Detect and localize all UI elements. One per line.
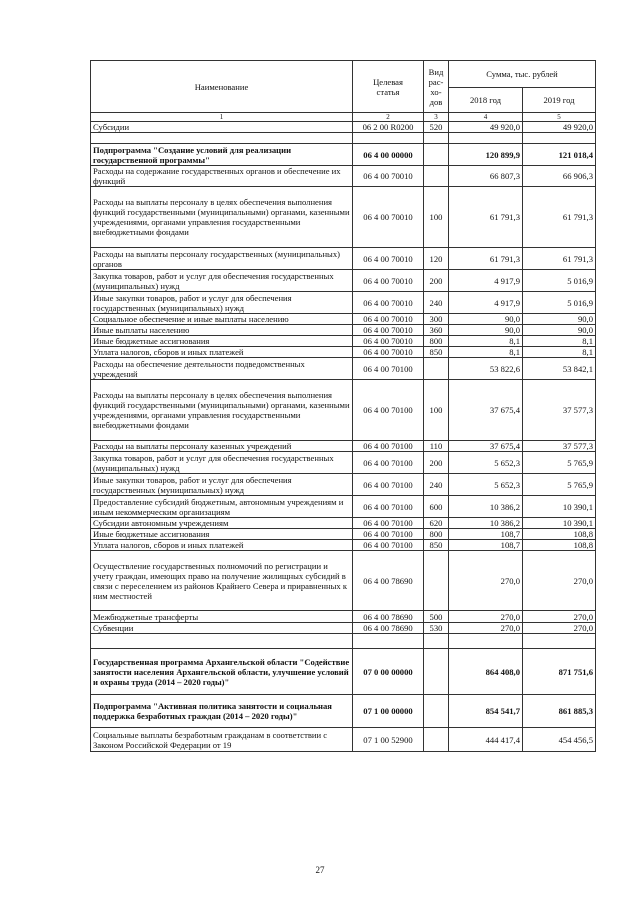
row-expense-type: 120	[424, 248, 449, 270]
row-expense-type	[424, 133, 449, 144]
table-row	[91, 122, 596, 133]
row-name: Иные бюджетные ассигнования	[91, 336, 353, 347]
table-row	[91, 518, 596, 529]
row-name: Закупка товаров, работ и услуг для обеспечения государственных (муниципальных) нужд	[91, 452, 353, 474]
budget-table	[90, 60, 596, 752]
row-target-code: 06 4 00 78690	[353, 623, 424, 634]
table-row	[91, 649, 596, 695]
row-expense-type: 110	[424, 441, 449, 452]
row-value-2019: 5 765,9	[523, 474, 596, 496]
row-name: Субсидии	[91, 122, 353, 133]
row-expense-type	[424, 144, 449, 166]
row-value-2019: 270,0	[523, 551, 596, 611]
table-row	[91, 529, 596, 540]
table-body	[91, 122, 596, 752]
row-expense-type	[424, 649, 449, 695]
row-value-2019: 53 842,1	[523, 358, 596, 380]
table-row	[91, 540, 596, 551]
row-value-2019: 270,0	[523, 623, 596, 634]
row-name: Иные выплаты населению	[91, 325, 353, 336]
row-expense-type: 530	[424, 623, 449, 634]
row-value-2018: 5 652,3	[449, 474, 523, 496]
table-row	[91, 248, 596, 270]
row-value-2018: 66 807,3	[449, 166, 523, 187]
row-value-2018: 4 917,9	[449, 292, 523, 314]
table-row	[91, 452, 596, 474]
row-value-2018: 49 920,0	[449, 122, 523, 133]
table-row	[91, 441, 596, 452]
row-value-2019: 8,1	[523, 336, 596, 347]
row-target-code	[353, 634, 424, 649]
row-name: Закупка товаров, работ и услуг для обеспечения государственных (муниципальных) нужд	[91, 270, 353, 292]
table-row	[91, 695, 596, 728]
table-row	[91, 336, 596, 347]
row-name: Государственная программа Архангельской области "Содействие занятости населения Архангельской области, улучшение условий и охраны труда (2014 – 2020 годы)"	[91, 649, 353, 695]
row-expense-type: 600	[424, 496, 449, 518]
row-value-2019: 49 920,0	[523, 122, 596, 133]
row-name: Иные закупки товаров, работ и услуг для обеспечения государственных (муниципальных) нужд	[91, 292, 353, 314]
row-expense-type	[424, 166, 449, 187]
header-expense-type: Вид рас- хо- дов	[424, 61, 449, 113]
row-target-code: 06 4 00 70100	[353, 474, 424, 496]
row-target-code: 06 4 00 70100	[353, 441, 424, 452]
row-target-code: 06 4 00 00000	[353, 144, 424, 166]
table-row	[91, 325, 596, 336]
row-value-2019: 5 765,9	[523, 452, 596, 474]
row-expense-type: 100	[424, 380, 449, 441]
row-expense-type: 520	[424, 122, 449, 133]
header-target-article: Целевая статья	[353, 61, 424, 113]
row-target-code: 06 4 00 70010	[353, 248, 424, 270]
row-target-code: 07 1 00 00000	[353, 695, 424, 728]
row-target-code: 06 4 00 70100	[353, 518, 424, 529]
table-row	[91, 551, 596, 611]
row-value-2018: 8,1	[449, 336, 523, 347]
row-name: Расходы на выплаты персоналу в целях обеспечения выполнения функций государственными (муниципальными) органами, казенными учреждениями, органами управления государственными внебюджетными фондами	[91, 380, 353, 441]
table-row	[91, 728, 596, 752]
row-value-2018: 61 791,3	[449, 187, 523, 248]
row-value-2018: 53 822,6	[449, 358, 523, 380]
row-target-code: 06 4 00 78690	[353, 611, 424, 623]
row-expense-type: 360	[424, 325, 449, 336]
row-target-code: 06 4 00 70010	[353, 166, 424, 187]
row-name: Социальное обеспечение и иные выплаты населению	[91, 314, 353, 325]
row-value-2018: 8,1	[449, 347, 523, 358]
row-value-2018	[449, 133, 523, 144]
row-value-2019: 871 751,6	[523, 649, 596, 695]
row-expense-type: 850	[424, 540, 449, 551]
row-expense-type	[424, 551, 449, 611]
row-target-code: 06 4 00 78690	[353, 551, 424, 611]
spacer-row	[91, 634, 596, 649]
row-name: Расходы на выплаты персоналу казенных учреждений	[91, 441, 353, 452]
row-name: Иные закупки товаров, работ и услуг для обеспечения государственных (муниципальных) нужд	[91, 474, 353, 496]
table-row	[91, 358, 596, 380]
row-expense-type: 800	[424, 529, 449, 540]
row-value-2019: 10 390,1	[523, 518, 596, 529]
spacer-row	[91, 133, 596, 144]
row-value-2019: 5 016,9	[523, 292, 596, 314]
row-value-2018: 90,0	[449, 325, 523, 336]
row-value-2019: 8,1	[523, 347, 596, 358]
row-target-code: 06 4 00 70010	[353, 292, 424, 314]
row-target-code: 06 4 00 70100	[353, 496, 424, 518]
row-value-2019	[523, 133, 596, 144]
row-target-code: 06 4 00 70010	[353, 336, 424, 347]
row-value-2019: 61 791,3	[523, 187, 596, 248]
row-expense-type: 850	[424, 347, 449, 358]
row-value-2019: 61 791,3	[523, 248, 596, 270]
row-target-code: 06 4 00 70100	[353, 380, 424, 441]
row-value-2019: 37 577,3	[523, 380, 596, 441]
row-expense-type: 240	[424, 292, 449, 314]
row-expense-type: 240	[424, 474, 449, 496]
row-value-2019: 454 456,5	[523, 728, 596, 752]
row-name: Расходы на содержание государственных органов и обеспечение их функций	[91, 166, 353, 187]
header-sum: Сумма, тыс. рублей	[449, 61, 596, 88]
row-value-2019: 121 018,4	[523, 144, 596, 166]
row-name: Иные бюджетные ассигнования	[91, 529, 353, 540]
table-row	[91, 270, 596, 292]
column-number: 2	[353, 113, 424, 122]
row-expense-type	[424, 695, 449, 728]
row-value-2018: 37 675,4	[449, 380, 523, 441]
row-value-2019: 108,8	[523, 529, 596, 540]
row-value-2019: 90,0	[523, 325, 596, 336]
row-value-2018: 108,7	[449, 529, 523, 540]
row-target-code: 06 4 00 70010	[353, 187, 424, 248]
row-name: Субсидии автономным учреждениям	[91, 518, 353, 529]
row-target-code: 06 4 00 70010	[353, 270, 424, 292]
row-value-2018: 37 675,4	[449, 441, 523, 452]
row-value-2018: 854 541,7	[449, 695, 523, 728]
column-number: 3	[424, 113, 449, 122]
row-target-code: 06 4 00 70010	[353, 325, 424, 336]
header-name: Наименование	[91, 61, 353, 113]
row-name	[91, 634, 353, 649]
row-value-2019: 108,8	[523, 540, 596, 551]
row-value-2018: 270,0	[449, 611, 523, 623]
table-row	[91, 474, 596, 496]
row-value-2018	[449, 634, 523, 649]
row-target-code: 06 4 00 70100	[353, 452, 424, 474]
row-value-2019: 90,0	[523, 314, 596, 325]
row-value-2019: 66 906,3	[523, 166, 596, 187]
row-expense-type: 200	[424, 270, 449, 292]
row-value-2019	[523, 634, 596, 649]
row-value-2018: 108,7	[449, 540, 523, 551]
table-row	[91, 611, 596, 623]
row-value-2019: 861 885,3	[523, 695, 596, 728]
table-row	[91, 187, 596, 248]
table-row	[91, 144, 596, 166]
row-value-2019: 37 577,3	[523, 441, 596, 452]
row-value-2018: 444 417,4	[449, 728, 523, 752]
row-value-2018: 5 652,3	[449, 452, 523, 474]
row-expense-type: 300	[424, 314, 449, 325]
table-row	[91, 314, 596, 325]
row-value-2018: 10 386,2	[449, 496, 523, 518]
row-expense-type: 800	[424, 336, 449, 347]
row-value-2018: 10 386,2	[449, 518, 523, 529]
table-row	[91, 623, 596, 634]
column-number: 1	[91, 113, 353, 122]
row-name: Уплата налогов, сборов и иных платежей	[91, 347, 353, 358]
row-value-2018: 4 917,9	[449, 270, 523, 292]
column-number: 5	[523, 113, 596, 122]
table-row	[91, 380, 596, 441]
table-row	[91, 166, 596, 187]
row-name: Межбюджетные трансферты	[91, 611, 353, 623]
row-target-code: 06 4 00 70100	[353, 540, 424, 551]
row-value-2018: 120 899,9	[449, 144, 523, 166]
row-expense-type: 200	[424, 452, 449, 474]
header-year-2018: 2018 год	[449, 88, 523, 113]
row-target-code: 06 2 00 R0200	[353, 122, 424, 133]
row-value-2018: 270,0	[449, 623, 523, 634]
row-name: Социальные выплаты безработным гражданам в соответствии с Законом Российской Федерации от 19	[91, 728, 353, 752]
row-expense-type	[424, 728, 449, 752]
row-target-code: 06 4 00 70100	[353, 358, 424, 380]
table-row	[91, 347, 596, 358]
row-name: Подпрограмма "Создание условий для реализации государственной программы"	[91, 144, 353, 166]
row-expense-type	[424, 358, 449, 380]
row-value-2018: 864 408,0	[449, 649, 523, 695]
row-name: Предоставление субсидий бюджетным, автономным учреждениям и иным некоммерческим организациям	[91, 496, 353, 518]
row-target-code: 06 4 00 70010	[353, 347, 424, 358]
row-value-2019: 270,0	[523, 611, 596, 623]
row-value-2019: 5 016,9	[523, 270, 596, 292]
table-row	[91, 496, 596, 518]
row-target-code	[353, 133, 424, 144]
page-number: 27	[315, 865, 325, 875]
row-expense-type: 500	[424, 611, 449, 623]
row-name: Осуществление государственных полномочий по регистрации и учету граждан, имеющих право на получение жилищных субсидий в связи с переселением из районов Крайнего Севера и приравненных к ним местностей	[91, 551, 353, 611]
table-row	[91, 292, 596, 314]
column-number: 4	[449, 113, 523, 122]
row-value-2018: 270,0	[449, 551, 523, 611]
row-name: Подпрограмма "Активная политика занятости и социальная поддержка безработных граждан (2014 – 2020 годы)"	[91, 695, 353, 728]
row-value-2018: 90,0	[449, 314, 523, 325]
row-name: Расходы на выплаты персоналу государственных (муниципальных) органов	[91, 248, 353, 270]
row-target-code: 06 4 00 70100	[353, 529, 424, 540]
row-expense-type	[424, 634, 449, 649]
row-name: Субвенции	[91, 623, 353, 634]
header-year-2019: 2019 год	[523, 88, 596, 113]
row-name: Расходы на выплаты персоналу в целях обеспечения выполнения функций государственными (муниципальными) органами, казенными учреждениями, органами управления государственными внебюджетными фондами	[91, 187, 353, 248]
row-target-code: 06 4 00 70010	[353, 314, 424, 325]
row-name: Расходы на обеспечение деятельности подведомственных учреждений	[91, 358, 353, 380]
row-value-2019: 10 390,1	[523, 496, 596, 518]
row-target-code: 07 1 00 52900	[353, 728, 424, 752]
row-name	[91, 133, 353, 144]
row-expense-type: 100	[424, 187, 449, 248]
row-name: Уплата налогов, сборов и иных платежей	[91, 540, 353, 551]
row-expense-type: 620	[424, 518, 449, 529]
row-target-code: 07 0 00 00000	[353, 649, 424, 695]
row-value-2018: 61 791,3	[449, 248, 523, 270]
